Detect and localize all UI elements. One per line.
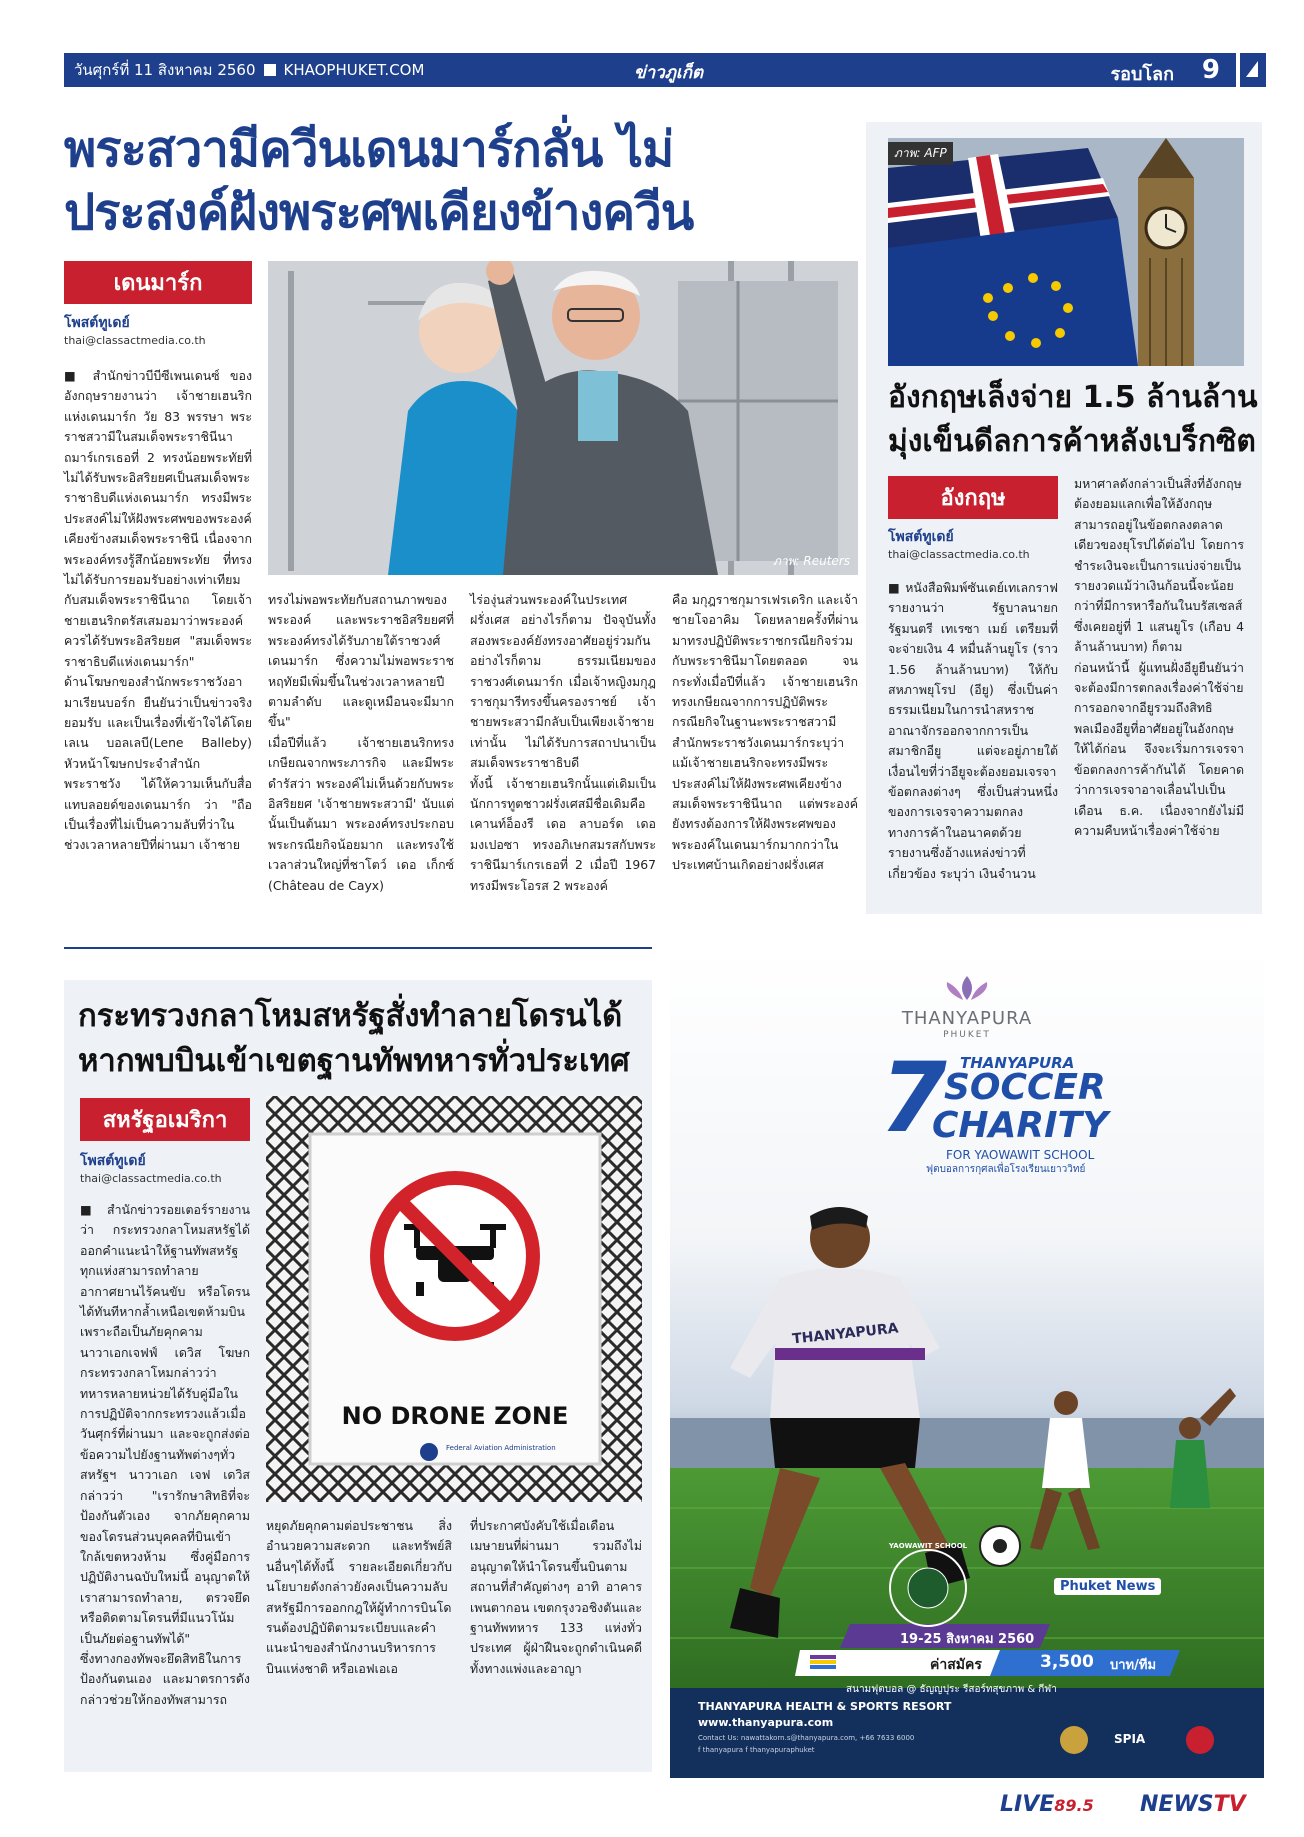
live-freq: 89.5 (1054, 1796, 1094, 1815)
square-icon (264, 64, 276, 76)
paragraph: ด้านโฆษกของสำนักพระราชวังอามาเรียนบอร์ก ยืนยันว่าเป็นข่าวจริง ยอมรับ และเป็นเรื่องที่เข้าใจได้โดยเลเน บอลเลบี(Lene Balleby) หัวหน้าโฆษกประจำสำนักพระราชวัง ได้ให้ความเห็นกับสื่อแทบลอยด์ของเดนมาร์ก ว่า "ถือเป็นเรื่องที่ไม่เป็นความลับที่ว่าในช่วงเวลาหลายปีที่ผ่านมา เจ้าชาย (64, 674, 252, 853)
news-tv-logo (1140, 1792, 1246, 1817)
paragraph: ก่อนหน้านี้ ผู้แทนฝั่งอียูยืนยันว่าจะต้องมีการตกลงเรื่องค่าใช้จ่ายการออกจากอียูรวมถึงสิทธิพลเมืองอียูที่อาศัยอยู่ในอังกฤษให้ได้ก่อน จึงจะเริ่มการเจรจาข้อตกลงการค้ากันได้ โดยคาดว่าการเจรจาอาจเลื่อนไปเป็นเดือน ธ.ค. เนื่องจากยังไม่มีความคืบหน้าเรื่องค่าใช้จ่าย (1074, 659, 1244, 838)
ad-event-l1: SOCCER (944, 1067, 1106, 1108)
partner-logo: Phuket News (1054, 1578, 1161, 1595)
ad-fee-unit: บาท/ทีม (1110, 1658, 1157, 1673)
ad-footer-social: f thanyapura f thanyapuraphuket (698, 1746, 815, 1754)
paragraph: เมื่อปีที่แล้ว เจ้าชายเฮนริกทรงเกษียณจากพระภารกิจ และมีพระดำรัสว่า พระองค์ไม่เห็นด้วยกับพระอิสริยยศ 'เจ้าชายพระสวามี' นับแต่นั้นเป็นต้นมา พระองค์ทรงประกอบพระกรณียกิจน้อยมาก และทรงใช้เวลาส่วนใหญ่ที่ชาโตว์ เดอ เก็กซ์ (Château de Cayx) (268, 734, 454, 893)
ad-fee-label: ค่าสมัคร (930, 1657, 982, 1673)
paragraph: นาวาเอกเจฟฟ์ เดวิส โฆษกกระทรวงกลาโหมกล่าวว่า ทหารหลายหน่วยได้รับคู่มือในการปฏิบัติจากกระทรวงแล้วเมื่อวันศุกร์ที่ผ่านมา และจะถูกส่งต่อข้อความไปยังฐานทัพต่างๆทั่วสหรัฐฯ นาวาเอก เจฟ เดวิส กล่าวว่า "เรารักษาสิทธิที่จะป้องกันตัวเอง จากภัยคุกคามของโดรนส่วนบุคคลที่บินเข้าใกล้เขตหวงห้าม ซึ่งคู่มือการปฏิบัติงานฉบับใหม่นี้ อนุญาตให้เราสามารถทำลาย, ตรวจยึด หรือติดตามโดรนที่มีแนวโน้มเป็นภัยต่อฐานทัพได้" (80, 1344, 250, 1646)
paragraph: ซึ่งทางกองทัพจะยึดสิทธิในการป้องกันตนเอง และมาตรการดังกล่าวช่วยให้กองทัพสามารถ (80, 1650, 250, 1707)
ad-logo-sub: PHUKET (943, 1030, 991, 1040)
page-header (64, 53, 1236, 87)
paragraph: สหรัฐมีการออกกฎให้ผู้ทำการบินโดรนต้องปฏิบัติตามระเบียบและคำแนะนำของสำนักงานบริหารการบินแห่งชาติ หรือเอฟเอเอ (266, 1599, 452, 1676)
paragraph: ■ หนังสือพิมพ์ซันเดย์เทเลกราฟ รายงานว่า รัฐบาลนายกรัฐมนตรี เทเรซา เมย์ เตรียมที่จะจ่ายเงิน 4 หมื่นล้านยูโร (ราว 1.56 ล้านล้านบาท) ให้กับสหภาพยุโรป (อียู) ซึ่งเป็นค่าธรรมเนียมในการนำสหราชอาณาจักรออกจากการเป็นสมาชิกอียู แต่จะอยู่ภายใต้เงื่อนไขที่ว่าอียูจะต้องยอมเจรจาข้อตกลงต่างๆ ซึ่งเป็นส่วนหนึ่งของการเจรจาความตกลงทางการค้าในอนาคตด้วย (888, 580, 1058, 840)
paragraph: รายงานซึ่งอ้างแหล่งข่าวที่เกี่ยวข้อง ระบุว่า เงินจำนวน (888, 845, 1036, 881)
school-seal: YAOWAWIT SCHOOL (888, 1542, 968, 1550)
corner-arrow-icon (1240, 53, 1266, 87)
email[interactable]: thai@classactmedia.co.th (80, 1172, 222, 1185)
news-text: NEWS (1140, 1792, 1214, 1817)
live-radio-logo (1000, 1792, 1094, 1817)
main-headline-line2: ประสงค์ฝังพระศพเคียงข้างควีน (64, 184, 694, 241)
article-column-3 (470, 590, 656, 896)
article-column-2 (268, 590, 454, 896)
section-label-usa: สหรัฐอเมริกา (80, 1098, 250, 1141)
drone-column-2 (266, 1516, 452, 1679)
email[interactable]: thai@classactmedia.co.th (888, 548, 1030, 561)
byline: โพสต์ทูเดย์ (80, 1153, 146, 1169)
brexit-column-1 (888, 578, 1058, 884)
photo-credit: ภาพ: Reuters (772, 554, 850, 568)
brexit-headline-line1: อังกฤษเล็งจ่าย 1.5 ล้านล้าน (888, 380, 1258, 415)
ad-event-for: FOR YAOWAWIT SCHOOL (946, 1148, 1095, 1162)
paragraph: ไร่องุ่นส่วนพระองค์ในประเทศฝรั่งเศส อย่างไรก็ตาม ปัจจุบันทั้งสองพระองค์ยังทรงอาศัยอยู่ร่วมกันอย่างไรก็ตาม ธรรมเนียมของราชวงศ์เดนมาร์ก เมื่อเจ้าหญิงมกุฎราชกุมารีทรงขึ้นครองราชย์ เจ้าชายพระสวามีกลับเป็นเพียงเจ้าชายเท่านั้น ไม่ได้รับการสถาปนาเป็นสมเด็จพระราชาธิบดี (470, 592, 656, 771)
live-text: LIVE (1000, 1792, 1055, 1817)
main-headline (64, 118, 864, 244)
paragraph: ที่ประกาศบังคับใช้เมื่อเดือนเมษายนที่ผ่านมา รวมถึงไม่อนุญาตให้นำโดรนขึ้นบินตามสถานที่สำคัญต่างๆ อาทิ อาคารเพนตากอน เขตกรุงวอชิงตันและฐานทัพทหาร 133 แห่งทั่วประเทศ ผู้ฝ่าฝืนจะถูกดำเนินคดีทั้งทางแพ่งและอาญา (470, 1518, 642, 1676)
brexit-photo (888, 138, 1244, 366)
divider (64, 947, 652, 949)
ad-venue: สนามฟุตบอล @ ธัญญปุระ รีสอร์ทสุขภาพ & กีฬา (846, 1684, 1057, 1695)
ad-footer-title: THANYAPURA HEALTH & SPORTS RESORT (698, 1700, 952, 1713)
ad-footer-contact: Contact Us: nawattakorn.s@thanyapura.com, +66 7633 6000 (698, 1734, 915, 1742)
brexit-headline (888, 376, 1258, 464)
drone-column-3 (470, 1516, 642, 1679)
tv-text: TV (1213, 1792, 1246, 1817)
drone-headline-line1: กระทรวงกลาโหมสหรัฐสั่งทำลายโดรนได้ (78, 998, 623, 1034)
issue-date: วันศุกร์ที่ 11 สิงหาคม 2560 (74, 61, 256, 79)
sign-agency: Federal Aviation Administration (446, 1444, 556, 1452)
paragraph: คือ มกุฎราชกุมารเฟรเดริก และเจ้าชายโจอาคิม โดยหลายครั้งที่ผ่านมาทรงปฏิบัติพระราชกรณียกิจร่วมกับพระราชินีมาโดยตลอด จนกระทั่งเมื่อปีที่แล้ว เจ้าชายเฮนริกทรงเกษียณจากการปฏิบัติพระกรณียกิจในฐานะพระราชสวามี สำนักพระราชวังเดนมาร์กระบุว่าแม้เจ้าชายเฮนริกจะทรงมีพระประสงค์ไม่ให้ฝังพระศพเคียงข้างสมเด็จพระราชินีนาถ แต่พระองค์ยังทรงต้องการให้ฝังพระศพของพระองค์ในเดนมาร์กมากกว่าในประเทศบ้านเกิดอย่างฝรั่งเศส (672, 592, 858, 873)
ad-fee-value: 3,500 (1040, 1652, 1094, 1672)
email[interactable]: thai@classactmedia.co.th (64, 334, 206, 347)
ad-dates: 19-25 สิงหาคม 2560 (900, 1632, 1035, 1647)
site-url[interactable]: KHAOPHUKET.COM (283, 61, 425, 79)
paragraph: ■ สำนักข่าวรอยเตอร์รายงานว่า กระทรวงกลาโหมสหรัฐได้ออกคำแนะนำให้ฐานทัพสหรัฐทุกแห่งสามารถทำลายอากาศยานไร้คนขับ หรือโดรน ได้ทันทีหากล้ำเหนือเขตห้ามบินเพราะถือเป็นภัยคุกคาม (80, 1202, 250, 1340)
ad-event-top: THANYAPURA (960, 1054, 1075, 1072)
photo-credit: ภาพ: AFP (888, 142, 953, 165)
ad-logo: THANYAPURA (901, 1008, 1033, 1029)
jersey-sponsor: THANYAPURA (791, 1320, 900, 1348)
ad-event-for-th: ฟุตบอลการกุศลเพื่อโรงเรียนเยาววิทย์ (926, 1164, 1086, 1175)
drone-headline-line2: หากพบบินเข้าเขตฐานทัพทหารทั่วประเทศ (78, 1043, 630, 1079)
thanyapura-advertisement[interactable] (670, 948, 1264, 1778)
ad-event-l2: CHARITY (932, 1105, 1109, 1146)
page-number: 9 (1201, 55, 1220, 85)
paragraph: ทรงไม่พอพระทัยกับสถานภาพของพระองค์ และพระราชอิสริยยศที่พระองค์ทรงได้รับภายใต้ราชวงศ์เดนมาร์ก ซึ่งความไม่พอพระราชหฤทัยมีเพิ่มขึ้นในช่วงเวลาหลายปีตามลำดับ และดูเหมือนจะมีมากขึ้น" (268, 592, 454, 730)
section-name: รอบโลก (1110, 64, 1174, 85)
ad-number: 7 (880, 1042, 947, 1154)
brexit-column-2 (1074, 474, 1244, 841)
byline: โพสต์ทูเดย์ (888, 529, 954, 545)
sign-text: NO DRONE ZONE (341, 1402, 569, 1430)
badge-spia: SPIA (1114, 1732, 1146, 1746)
main-headline-line1: พระสวามีควีนเดนมาร์กลั่น ไม่ (64, 121, 674, 178)
paragraph: หยุดภัยคุกคามต่อประชาชน สิ่งอำนวยความสะดวก และทรัพย์สินอื่นๆได้ทั้งนี้ รายละเอียดเกี่ยวกับนโยบายดังกล่าวยังคงเป็นความลับ (266, 1518, 452, 1595)
paragraph: ■ สำนักข่าวบีบีซีเพนเดนซ์ ของอังกฤษรายงานว่า เจ้าชายเฮนริกแห่งเดนมาร์ก วัย 83 พรรษา พระราชสวามีในสมเด็จพระราชินีนาถมาร์เกรเธอที่ 2 ทรงน้อยพระทัยที่ไม่ได้รับพระอิสริยยศเป็นสมเด็จพระราชาธิบดีแห่งเดนมาร์ก ทรงมีพระประสงค์ไม่ให้ฝังพระศพของพระองค์เคียงข้างสมเด็จพระราชินี เนื่องจากพระองค์ทรงรู้สึกน้อยพระทัย ที่ทรงไม่ได้รับการยอมรับอย่างเท่าเทียมกับสมเด็จพระราชินีนาถ โดยเจ้าชายเฮนริกตรัสเสมอมาว่าพระองค์ควรได้รับพระอิสริยยศ "สมเด็จพระราชาธิบดีแห่งเดนมาร์ก" (64, 368, 252, 669)
brexit-headline-line2: มุ่งเข็นดีลการค้าหลังเบร็กซิต (888, 424, 1256, 459)
ad-footer-url[interactable]: www.thanyapura.com (698, 1716, 834, 1729)
section-label-england: อังกฤษ (888, 476, 1058, 519)
drone-column-1 (80, 1200, 250, 1710)
drone-headline (78, 994, 648, 1084)
masthead-logo: ข่าวภูเก็ต (634, 63, 704, 83)
article-column-4 (672, 590, 858, 876)
no-drone-sign-photo (266, 1096, 642, 1502)
paragraph: ทั้งนี้ เจ้าชายเฮนริกนั้นแต่เดิมเป็นนักการทูตชาวฝรั่งเศสมีชื่อเดิมคือ เคานท์อ็องรี เดอ ลาบอร์ด เดอ มงเปอซา ทรงอภิเษกสมรสกับพระราชินีมาร์เกรเธอที่ 2 เมื่อปี 1967 ทรงมีพระโอรส 2 พระองค์ (470, 775, 656, 893)
article-column-1 (64, 366, 252, 856)
royal-couple-photo (268, 261, 858, 575)
paragraph: มหาศาลดังกล่าวเป็นสิ่งที่อังกฤษต้องยอมแลกเพื่อให้อังกฤษสามารถอยู่ในข้อตกลงตลาดเดียวของยุโรปได้ต่อไป โดยการชำระเงินจะเป็นการแบ่งจ่ายเป็นรายงวดแม้ว่าเงินก้อนนี้จะน้อยกว่าที่มีการหารือกันในบรัสเซลส์ ซึ่งเคยอยู่ที่ 1 แสนยูโร (เกือบ 4 ล้านล้านบาท) ก็ตาม (1074, 476, 1244, 655)
section-label-denmark: เดนมาร์ก (64, 261, 252, 304)
byline: โพสต์ทูเดย์ (64, 315, 130, 331)
